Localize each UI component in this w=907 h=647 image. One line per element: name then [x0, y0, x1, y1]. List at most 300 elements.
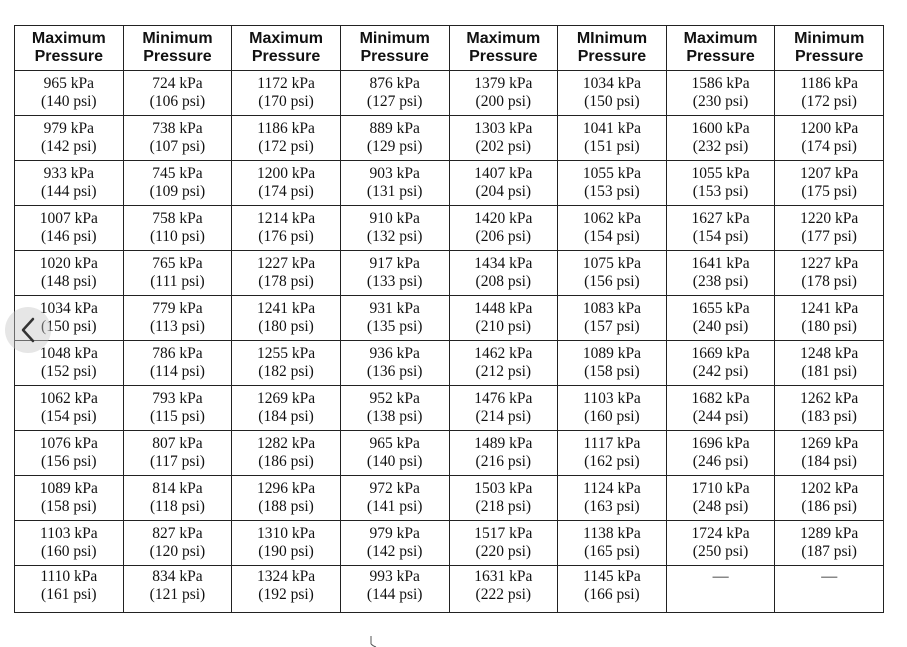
psi-value: (157 psi) — [584, 318, 640, 335]
psi-value: (151 psi) — [584, 138, 640, 155]
psi-value: (248 psi) — [692, 498, 749, 515]
kpa-value: 1200 kPa — [257, 165, 316, 182]
kpa-value: 1007 kPa — [39, 210, 98, 227]
table-cell — [558, 566, 667, 613]
table-cell — [775, 296, 884, 341]
psi-value: (114 psi) — [149, 363, 205, 380]
table-cell — [449, 296, 558, 341]
pressure-table — [14, 25, 884, 613]
column-header — [340, 26, 449, 71]
psi-value: (118 psi) — [149, 498, 205, 515]
psi-value: (176 psi) — [258, 228, 314, 245]
psi-value: (107 psi) — [149, 138, 206, 155]
table-cell — [232, 521, 341, 566]
kpa-value: 965 kPa — [369, 435, 420, 452]
table-cell — [15, 431, 124, 476]
table-cell — [558, 161, 667, 206]
table-cell — [775, 341, 884, 386]
table-cell — [123, 71, 232, 116]
table-cell — [775, 161, 884, 206]
kpa-value: 1103 kPa — [583, 390, 641, 407]
psi-value: (161 psi) — [41, 586, 97, 603]
psi-value: (127 psi) — [366, 93, 423, 110]
table-cell — [449, 161, 558, 206]
psi-value: (138 psi) — [366, 408, 423, 425]
psi-value: (175 psi) — [801, 183, 857, 200]
kpa-value: 758 kPa — [152, 210, 203, 227]
table-cell — [449, 521, 558, 566]
table-cell — [558, 206, 667, 251]
kpa-value: 889 kPa — [369, 120, 420, 137]
psi-value: (178 psi) — [801, 273, 857, 290]
kpa-value: 979 kPa — [43, 120, 94, 137]
column-header-line: Pressure — [360, 48, 429, 65]
kpa-value: 1103 kPa — [40, 525, 98, 542]
psi-value: (174 psi) — [258, 183, 314, 200]
psi-value: (183 psi) — [801, 408, 857, 425]
kpa-value: 1262 kPa — [800, 390, 859, 407]
column-header — [775, 26, 884, 71]
table-cell — [666, 386, 775, 431]
table-row — [15, 476, 884, 521]
table-cell — [340, 386, 449, 431]
psi-value: (172 psi) — [258, 138, 314, 155]
table-row — [15, 431, 884, 476]
psi-value: (142 psi) — [366, 543, 423, 560]
table-cell — [15, 71, 124, 116]
kpa-value: 1202 kPa — [800, 480, 859, 497]
psi-value: (204 psi) — [475, 183, 532, 200]
psi-value: (212 psi) — [475, 363, 532, 380]
kpa-value: 1083 kPa — [582, 300, 641, 317]
table-cell — [666, 566, 775, 613]
psi-value: (230 psi) — [692, 93, 749, 110]
kpa-value: 1041 kPa — [582, 120, 641, 137]
table-cell — [15, 206, 124, 251]
kpa-value: 979 kPa — [369, 525, 420, 542]
table-cell — [123, 206, 232, 251]
kpa-value: 1434 kPa — [474, 255, 533, 272]
psi-value: (178 psi) — [258, 273, 314, 290]
kpa-value: 1207 kPa — [800, 165, 859, 182]
kpa-value: 903 kPa — [369, 165, 420, 182]
column-header — [558, 26, 667, 71]
psi-value: (216 psi) — [475, 453, 532, 470]
psi-value: (146 psi) — [41, 228, 97, 245]
kpa-value: 1248 kPa — [800, 345, 859, 362]
kpa-value: 1227 kPa — [800, 255, 859, 272]
column-header-line: Pressure — [469, 48, 538, 65]
psi-value: (144 psi) — [41, 183, 97, 200]
psi-value: (190 psi) — [258, 543, 314, 560]
column-header-line: Pressure — [251, 48, 321, 65]
kpa-value: 1379 kPa — [474, 75, 533, 92]
psi-value: (156 psi) — [584, 273, 640, 290]
kpa-value: 765 kPa — [152, 255, 203, 272]
kpa-value: 827 kPa — [152, 525, 203, 542]
table-cell — [123, 476, 232, 521]
psi-value: (174 psi) — [801, 138, 857, 155]
table-cell — [558, 71, 667, 116]
kpa-value: 1034 kPa — [39, 300, 98, 317]
psi-value: (141 psi) — [366, 498, 423, 515]
psi-value: (162 psi) — [584, 453, 640, 470]
table-cell — [15, 251, 124, 296]
kpa-value: 1227 kPa — [257, 255, 316, 272]
kpa-value: 993 kPa — [369, 568, 420, 585]
kpa-value: 786 kPa — [152, 345, 203, 362]
kpa-value: 952 kPa — [369, 390, 420, 407]
table-cell — [15, 386, 124, 431]
kpa-value: 1241 kPa — [800, 300, 859, 317]
table-cell — [232, 296, 341, 341]
psi-value: (192 psi) — [258, 586, 314, 603]
kpa-value: 1055 kPa — [582, 165, 641, 182]
kpa-value: 1269 kPa — [257, 390, 316, 407]
table-cell — [666, 521, 775, 566]
psi-value: (150 psi) — [584, 93, 640, 110]
table-cell — [775, 116, 884, 161]
table-cell — [775, 476, 884, 521]
table-cell — [340, 341, 449, 386]
psi-value: (244 psi) — [692, 408, 749, 425]
table-cell — [15, 521, 124, 566]
kpa-value: 1062 kPa — [582, 210, 641, 227]
kpa-value: 1724 kPa — [691, 525, 750, 542]
psi-value: (218 psi) — [475, 498, 532, 515]
table-cell — [449, 566, 558, 613]
kpa-value: 1145 kPa — [583, 568, 641, 585]
psi-value: (117 psi) — [149, 453, 205, 470]
kpa-value: 1696 kPa — [691, 435, 750, 452]
kpa-value: 1220 kPa — [800, 210, 859, 227]
column-header-line: Minimum — [142, 30, 213, 47]
psi-value: (180 psi) — [801, 318, 857, 335]
kpa-value: 1631 kPa — [474, 568, 533, 585]
psi-value: (156 psi) — [41, 453, 97, 470]
psi-value: (153 psi) — [584, 183, 640, 200]
column-header-line: Pressure — [577, 48, 647, 65]
table-cell — [558, 431, 667, 476]
kpa-value: 931 kPa — [369, 300, 420, 317]
kpa-value: 1586 kPa — [691, 75, 750, 92]
table-cell — [123, 521, 232, 566]
kpa-value: 1062 kPa — [39, 390, 98, 407]
kpa-value: 1200 kPa — [800, 120, 859, 137]
psi-value: (133 psi) — [366, 273, 423, 290]
table-cell — [449, 116, 558, 161]
table-cell — [232, 341, 341, 386]
psi-value: (110 psi) — [149, 228, 205, 245]
kpa-value: 965 kPa — [43, 75, 94, 92]
table-cell — [775, 71, 884, 116]
kpa-value: 1682 kPa — [691, 390, 750, 407]
kpa-value: 1110 kPa — [40, 568, 98, 585]
psi-value: (158 psi) — [41, 498, 97, 515]
table-cell — [340, 431, 449, 476]
kpa-value: 917 kPa — [369, 255, 420, 272]
column-header — [449, 26, 558, 71]
kpa-value: 1034 kPa — [582, 75, 641, 92]
table-cell — [15, 116, 124, 161]
kpa-value: 1075 kPa — [582, 255, 641, 272]
table-cell — [340, 161, 449, 206]
column-header-line: Minimum — [794, 30, 865, 47]
table-cell — [232, 71, 341, 116]
column-header-line: Maximum — [249, 30, 323, 47]
kpa-value: 724 kPa — [152, 75, 203, 92]
table-cell — [232, 116, 341, 161]
psi-value: (154 psi) — [584, 228, 640, 245]
kpa-value: 936 kPa — [369, 345, 420, 362]
kpa-value: 1289 kPa — [800, 525, 859, 542]
psi-value: (177 psi) — [801, 228, 857, 245]
table-cell — [232, 566, 341, 613]
psi-value: (153 psi) — [692, 183, 749, 200]
kpa-value: 1303 kPa — [474, 120, 533, 137]
psi-value: (206 psi) — [475, 228, 532, 245]
psi-value: (222 psi) — [475, 586, 532, 603]
table-cell — [449, 251, 558, 296]
table-cell — [340, 566, 449, 613]
kpa-value: 814 kPa — [152, 480, 203, 497]
table-cell — [123, 386, 232, 431]
kpa-value: 1172 kPa — [257, 75, 315, 92]
psi-value: (106 psi) — [149, 93, 206, 110]
column-header-line: Maximum — [31, 30, 106, 47]
psi-value: (132 psi) — [366, 228, 423, 245]
table-cell — [449, 341, 558, 386]
table-cell — [15, 476, 124, 521]
kpa-value: 745 kPa — [152, 165, 203, 182]
table-cell — [449, 71, 558, 116]
table-cell — [123, 161, 232, 206]
kpa-value: 1627 kPa — [691, 210, 750, 227]
psi-value: (152 psi) — [41, 363, 97, 380]
table-cell — [232, 161, 341, 206]
kpa-value: 793 kPa — [152, 390, 203, 407]
table-cell — [232, 431, 341, 476]
table-cell — [558, 521, 667, 566]
table-row — [15, 341, 884, 386]
kpa-value: 779 kPa — [152, 300, 203, 317]
psi-value: (158 psi) — [584, 363, 640, 380]
table-cell — [340, 116, 449, 161]
table-cell — [666, 431, 775, 476]
table-row — [15, 206, 884, 251]
column-header-line: Pressure — [686, 48, 755, 65]
table-cell — [775, 431, 884, 476]
kpa-value: 1669 kPa — [691, 345, 750, 362]
psi-value: (150 psi) — [41, 318, 97, 335]
psi-value: (214 psi) — [475, 408, 532, 425]
kpa-value: 1076 kPa — [39, 435, 98, 452]
table-cell — [666, 296, 775, 341]
table-cell — [449, 476, 558, 521]
table-cell — [340, 296, 449, 341]
table-cell — [449, 386, 558, 431]
psi-value: (208 psi) — [475, 273, 532, 290]
column-header-line: Pressure — [143, 48, 212, 65]
table-cell — [340, 251, 449, 296]
table-cell — [232, 206, 341, 251]
kpa-value: 1310 kPa — [257, 525, 316, 542]
psi-value: (210 psi) — [475, 318, 532, 335]
empty-cell-dash: — — [712, 568, 729, 585]
table-cell — [666, 251, 775, 296]
table-cell — [775, 566, 884, 613]
empty-cell-dash: — — [821, 568, 838, 585]
table-cell — [666, 161, 775, 206]
table-row — [15, 161, 884, 206]
psi-value: (184 psi) — [801, 453, 857, 470]
psi-value: (129 psi) — [366, 138, 423, 155]
column-header-line: Pressure — [34, 48, 104, 65]
table-cell — [123, 341, 232, 386]
kpa-value: 1324 kPa — [257, 568, 316, 585]
table-cell — [775, 521, 884, 566]
table-cell — [558, 251, 667, 296]
table-row — [15, 116, 884, 161]
psi-value: (142 psi) — [41, 138, 97, 155]
header-row — [15, 26, 884, 71]
table-cell — [340, 71, 449, 116]
kpa-value: 1489 kPa — [474, 435, 533, 452]
kpa-value: 1641 kPa — [691, 255, 750, 272]
table-cell — [558, 296, 667, 341]
psi-value: (187 psi) — [801, 543, 857, 560]
table-cell — [340, 206, 449, 251]
psi-value: (186 psi) — [258, 453, 314, 470]
psi-value: (131 psi) — [366, 183, 423, 200]
psi-value: (165 psi) — [584, 543, 640, 560]
table-cell — [340, 476, 449, 521]
table-cell — [123, 566, 232, 613]
table-row — [15, 296, 884, 341]
kpa-value: 1655 kPa — [691, 300, 750, 317]
psi-value: (166 psi) — [584, 586, 640, 603]
psi-value: (242 psi) — [692, 363, 749, 380]
table-cell — [666, 206, 775, 251]
previous-page-button[interactable] — [5, 307, 51, 353]
kpa-value: 1055 kPa — [691, 165, 750, 182]
kpa-value: 1214 kPa — [257, 210, 316, 227]
kpa-value: 910 kPa — [369, 210, 420, 227]
psi-value: (172 psi) — [801, 93, 857, 110]
table-cell — [666, 476, 775, 521]
kpa-value: 807 kPa — [152, 435, 203, 452]
psi-value: (111 psi) — [150, 273, 205, 290]
psi-value: (184 psi) — [258, 408, 314, 425]
kpa-value: 876 kPa — [369, 75, 420, 92]
psi-value: (188 psi) — [258, 498, 314, 515]
kpa-value: 1448 kPa — [474, 300, 533, 317]
table-cell — [449, 431, 558, 476]
column-header — [15, 26, 124, 71]
table-row — [15, 566, 884, 613]
psi-value: (220 psi) — [475, 543, 532, 560]
psi-value: (115 psi) — [149, 408, 205, 425]
table-cell — [558, 116, 667, 161]
table-row — [15, 251, 884, 296]
kpa-value: 1117 kPa — [583, 435, 641, 452]
table-cell — [449, 206, 558, 251]
kpa-value: 1186 kPa — [257, 120, 315, 137]
psi-value: (148 psi) — [41, 273, 97, 290]
psi-value: (182 psi) — [258, 363, 314, 380]
kpa-value: 1476 kPa — [474, 390, 533, 407]
table-cell — [15, 566, 124, 613]
kpa-value: 1089 kPa — [582, 345, 641, 362]
table-body — [15, 71, 884, 613]
psi-value: (170 psi) — [258, 93, 314, 110]
table-cell — [340, 521, 449, 566]
table-cell — [666, 341, 775, 386]
table-cell — [232, 386, 341, 431]
table-cell — [558, 386, 667, 431]
table-cell — [666, 116, 775, 161]
psi-value: (238 psi) — [692, 273, 749, 290]
kpa-value: 738 kPa — [152, 120, 203, 137]
kpa-value: 1020 kPa — [39, 255, 98, 272]
column-header-line: MInimum — [576, 30, 648, 47]
psi-value: (140 psi) — [41, 93, 97, 110]
psi-value: (140 psi) — [366, 453, 423, 470]
kpa-value: 933 kPa — [43, 165, 94, 182]
kpa-value: 1462 kPa — [474, 345, 533, 362]
column-header — [123, 26, 232, 71]
kpa-value: 1282 kPa — [257, 435, 316, 452]
table-cell — [775, 206, 884, 251]
kpa-value: 972 kPa — [369, 480, 420, 497]
table-cell — [123, 116, 232, 161]
column-header-line: Pressure — [794, 48, 864, 65]
column-header-line: Maximum — [466, 30, 541, 47]
kpa-value: 1710 kPa — [691, 480, 750, 497]
psi-value: (202 psi) — [475, 138, 532, 155]
psi-value: (144 psi) — [366, 586, 423, 603]
psi-value: (181 psi) — [801, 363, 857, 380]
kpa-value: 1407 kPa — [474, 165, 533, 182]
table-cell — [775, 386, 884, 431]
psi-value: (232 psi) — [692, 138, 749, 155]
table-cell — [666, 71, 775, 116]
table-cell — [123, 296, 232, 341]
text-cursor-icon — [368, 636, 378, 647]
column-header — [232, 26, 341, 71]
kpa-value: 1241 kPa — [257, 300, 316, 317]
kpa-value: 1296 kPa — [257, 480, 316, 497]
kpa-value: 1420 kPa — [474, 210, 533, 227]
psi-value: (160 psi) — [41, 543, 97, 560]
table-cell — [232, 476, 341, 521]
kpa-value: 1600 kPa — [691, 120, 750, 137]
column-header-line: Maximum — [683, 30, 758, 47]
table-cell — [558, 341, 667, 386]
table-row — [15, 386, 884, 431]
kpa-value: 1269 kPa — [800, 435, 859, 452]
psi-value: (113 psi) — [149, 318, 205, 335]
psi-value: (200 psi) — [475, 93, 532, 110]
psi-value: (120 psi) — [149, 543, 206, 560]
kpa-value: 1124 kPa — [583, 480, 641, 497]
psi-value: (109 psi) — [149, 183, 206, 200]
psi-value: (154 psi) — [41, 408, 97, 425]
kpa-value: 1048 kPa — [39, 345, 98, 362]
psi-value: (246 psi) — [692, 453, 749, 470]
table-cell — [775, 251, 884, 296]
kpa-value: 1186 kPa — [800, 75, 858, 92]
